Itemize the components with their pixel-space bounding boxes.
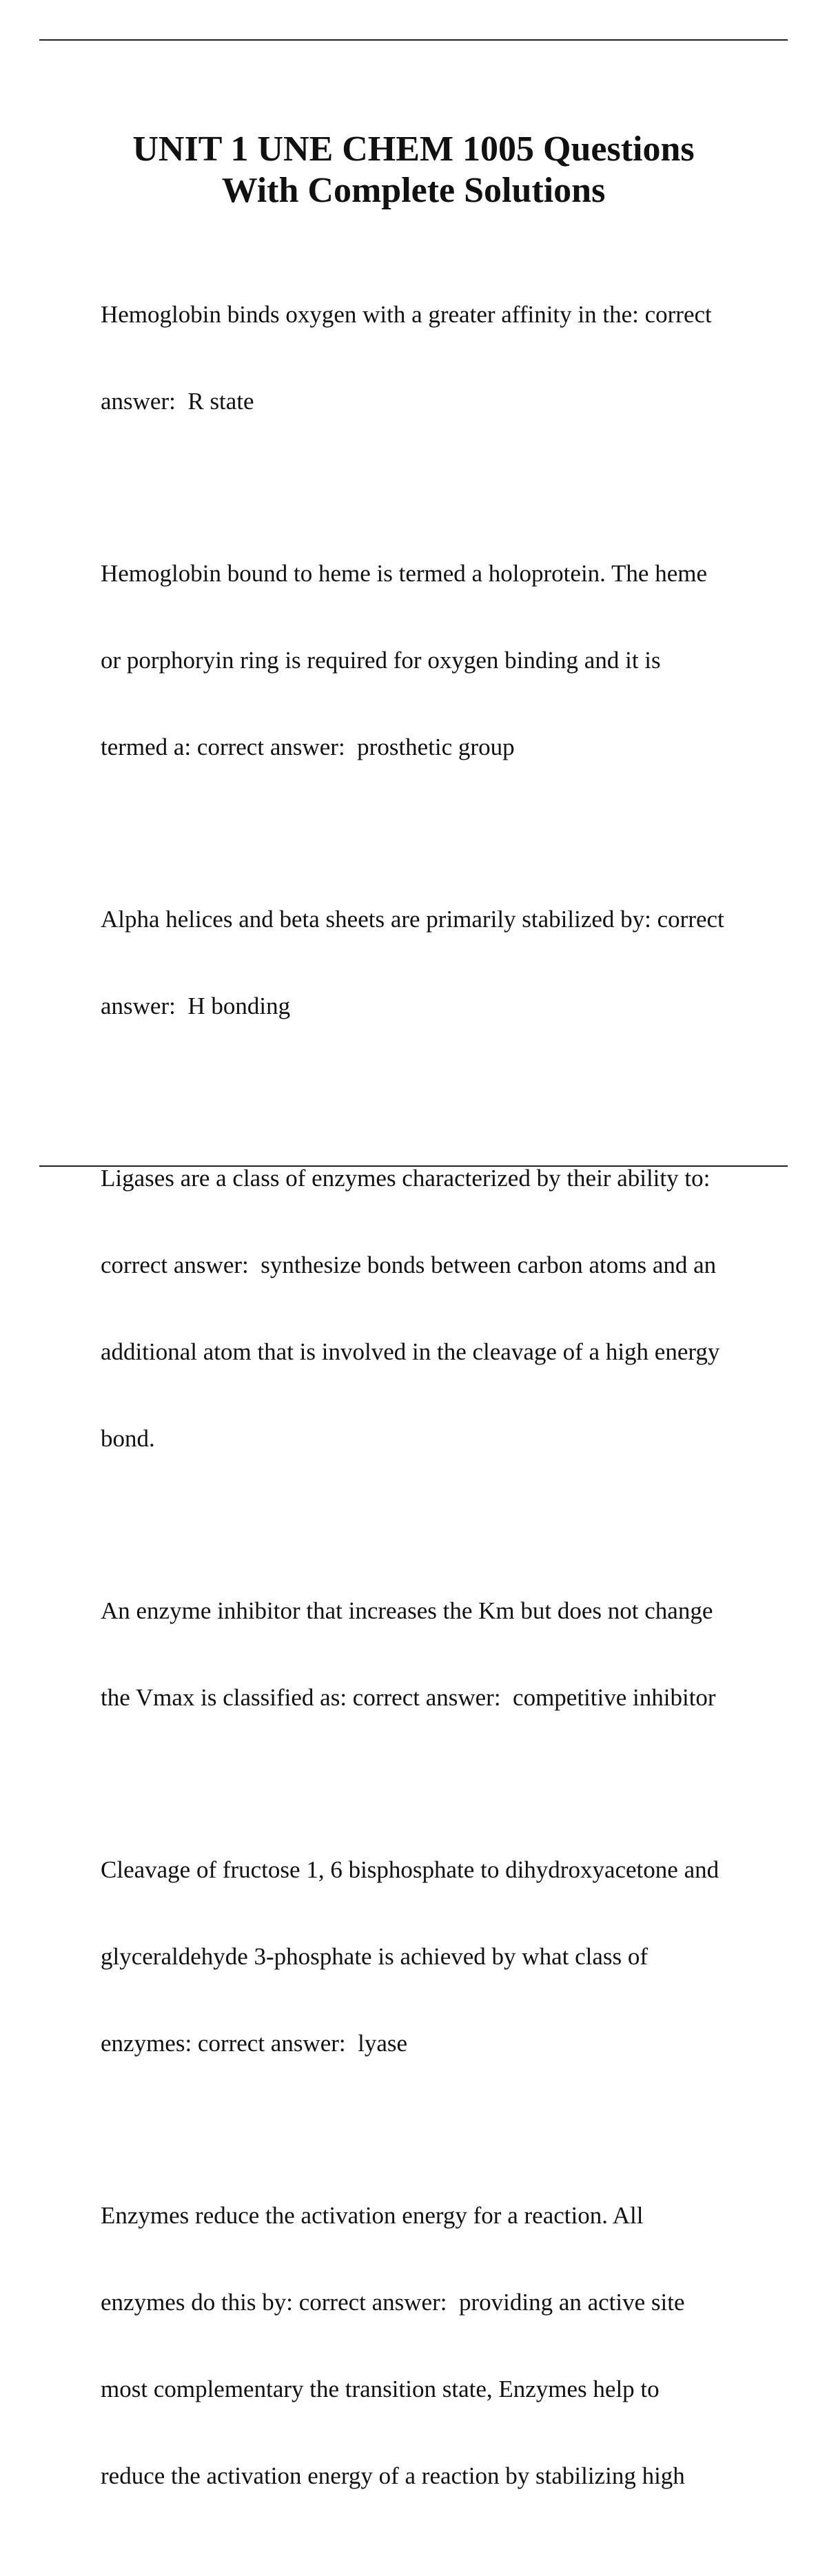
text-line: the Vmax is classified as: correct answer: competitive inhibitor xyxy=(101,1684,716,1711)
text-line: Hemoglobin binds oxygen with a greater affinity in the: correct xyxy=(101,301,712,328)
text-line: most complementary the transition state, Enzymes help to xyxy=(101,2376,660,2402)
text-line: correct answer: synthesize bonds between carbon atoms and an xyxy=(101,1251,717,1278)
question-item xyxy=(101,1539,762,1770)
text-line: answer: R state xyxy=(101,388,254,415)
text-line: or porphoryin ring is required for oxygen binding and it is xyxy=(101,647,661,674)
text-line: answer: H bonding xyxy=(101,993,291,1019)
text-line: Hemoglobin bound to heme is termed a holoprotein. The heme xyxy=(101,560,707,587)
text-line: additional atom that is involved in the cleavage of a high energy xyxy=(101,1338,720,1365)
top-rule xyxy=(39,39,788,41)
question-item xyxy=(101,1798,762,2116)
text-line: termed a: correct answer: prosthetic group xyxy=(101,734,515,760)
question-item xyxy=(101,242,762,474)
question-item xyxy=(101,1106,762,1511)
title-line-1: UNIT 1 UNE CHEM 1005 Questions xyxy=(132,129,695,169)
text-line: Alpha helices and beta sheets are primarily stabilized by: correct xyxy=(101,906,724,933)
text-line: glyceraldehyde 3-phosphate is achieved by what class of xyxy=(101,1943,649,1970)
title-line-2: With Complete Solutions xyxy=(221,171,606,210)
page-title xyxy=(69,129,758,211)
bottom-rule xyxy=(39,1165,788,1167)
text-line: Ligases are a class of enzymes characterized by their ability to: xyxy=(101,1165,711,1192)
question-item xyxy=(101,847,762,1079)
text-line: An enzyme inhibitor that increases the Km but does not change xyxy=(101,1597,713,1624)
text-line: enzymes do this by: correct answer: providing an active site xyxy=(101,2289,685,2316)
text-line: enzymes: correct answer: lyase xyxy=(101,2030,408,2057)
text-line: reduce the activation energy of a reaction by stabilizing high xyxy=(101,2462,685,2489)
question-list xyxy=(101,242,762,2576)
question-item xyxy=(101,2143,762,2548)
text-line: bond. xyxy=(101,1425,155,1452)
question-item xyxy=(101,501,762,820)
text-line: Enzymes reduce the activation energy for a reaction. All xyxy=(101,2202,644,2229)
text-line: Cleavage of fructose 1, 6 bisphosphate to dihydroxyacetone and xyxy=(101,1856,719,1883)
